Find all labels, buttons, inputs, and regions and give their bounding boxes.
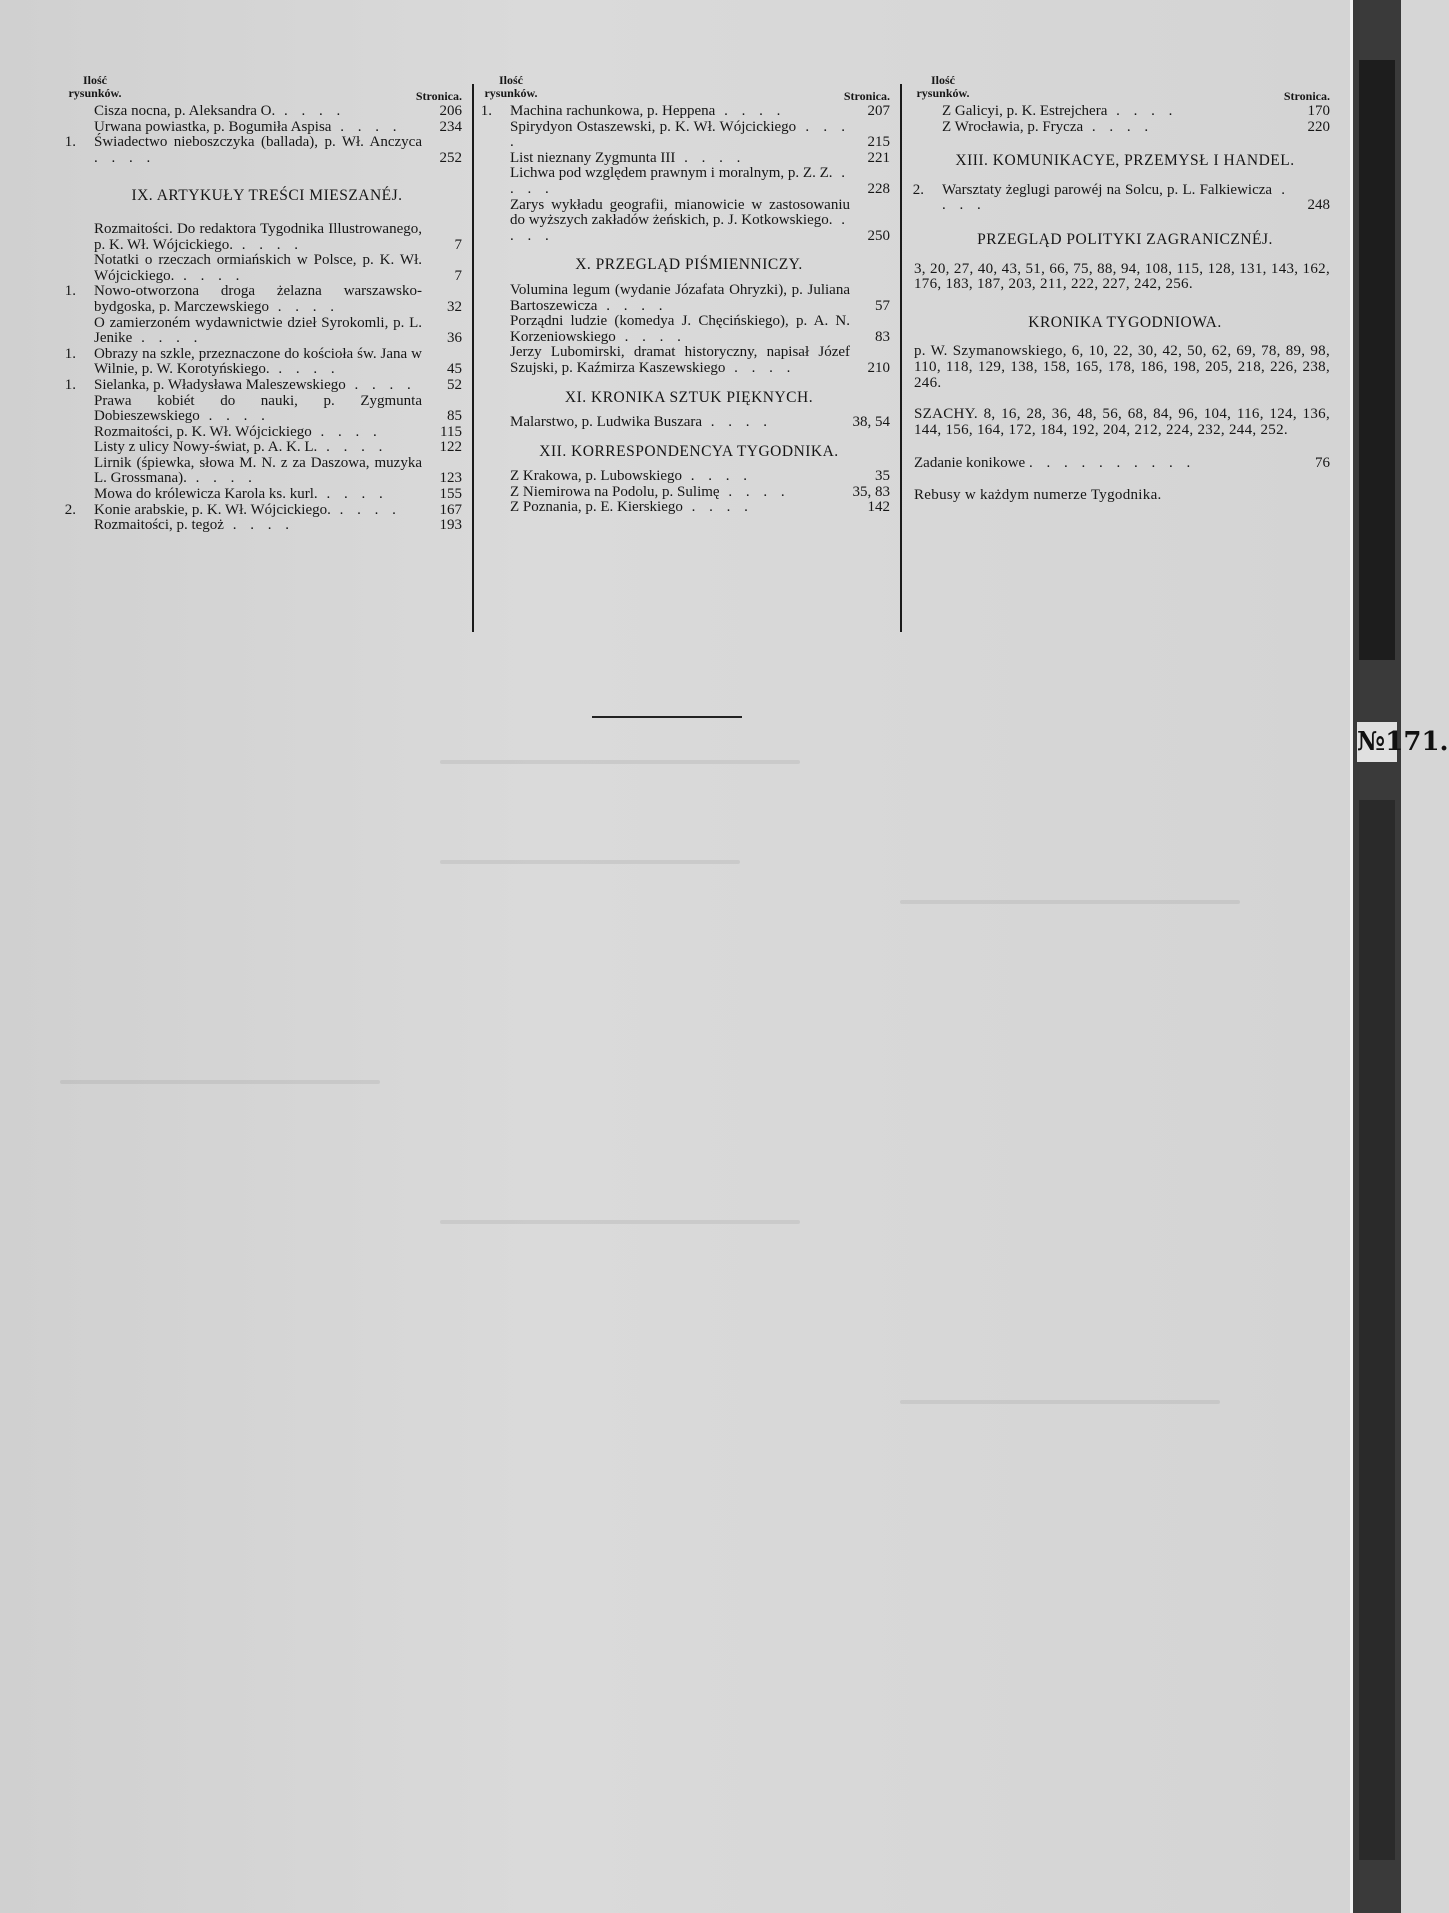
entry-list — [478, 283, 890, 377]
entry-text: Volumina legum (wydanie Józafata Ohryzki), p. Juliana Bartoszewicza — [510, 281, 850, 314]
index-entry: 1. Obrazy na szkle, przeznaczone do kościoła św. Jana w Wilnie, p. W. Korotyńskiego. . . . . 45 — [62, 347, 462, 378]
end-rule — [592, 716, 742, 718]
entry-text: Świadectwo nieboszczyka (ballada), p. Wł. Anczyca — [94, 134, 422, 151]
index-entry: Notatki o rzeczach ormiańskich w Polsce, p. K. Wł. Wójcickiego. . . . . 7 — [94, 252, 462, 284]
page-number: 57 — [875, 297, 890, 314]
index-entry: 2. Konie arabskie, p. K. Wł. Wójcickiego. . . . . 167 — [62, 503, 462, 519]
entry-text: Lirnik (śpiewka, słowa M. N. z za Daszowa, muzyka L. Grossmana). — [94, 454, 422, 487]
entry-list — [910, 183, 1330, 214]
entry-text: Mowa do królewicza Karola ks. kurl. — [94, 486, 318, 503]
page-number: 221 — [867, 149, 890, 166]
page-number: 215 — [867, 134, 890, 151]
page-number: 210 — [867, 359, 890, 376]
index-column-2 — [478, 74, 890, 516]
index-entry: Malarstwo, p. Ludwika Buszara . . . . 38, 54 — [510, 414, 890, 431]
page-number: 220 — [1307, 118, 1330, 135]
page-number: 7 — [454, 236, 462, 253]
page-number: 248 — [1307, 197, 1330, 214]
page-number: 207 — [867, 103, 890, 119]
polityka-pages: 3, 20, 27, 40, 43, 51, 66, 75, 88, 94, 108, 115, 128, 131, 143, 162, 176, 183, 187, 203, 211, 222, 227, 242, 256. — [914, 260, 1330, 293]
entry-text: Prawa kobiét do nauki, p. Zygmunta Dobieszewskiego — [94, 392, 422, 425]
index-entry: Lirnik (śpiewka, słowa M. N. z za Daszowa, muzyka L. Grossmana). . . . . 123 — [94, 454, 462, 487]
entry-text: Konie arabskie, p. K. Wł. Wójcickiego. — [94, 501, 331, 518]
page-number: 228 — [867, 180, 890, 197]
page-number: 167 — [439, 501, 462, 518]
page-number: 45 — [447, 361, 462, 378]
page-number: 35, 83 — [852, 483, 890, 500]
bleed-through — [900, 900, 1240, 904]
bleed-through — [440, 860, 740, 864]
entry-list — [478, 469, 890, 516]
index-entry: Urwana powiastka, p. Bogumiła Aspisa . . . . 234 — [94, 118, 462, 135]
index-entry: O zamierzoném wydawnictwie dzieł Syrokomli, p. L. Jenike . . . . 36 — [94, 314, 462, 347]
entry-text: Machina rachunkowa, p. Heppena — [510, 103, 716, 119]
entry-text: Z Niemirowa na Podolu, p. Sulimę — [510, 483, 720, 500]
drawing-count: 1. — [480, 103, 492, 119]
entry-text: List nieznany Zygmunta III — [510, 149, 676, 166]
entry-text: Z Poznania, p. E. Kierskiego — [510, 499, 683, 516]
entry-text: Z Galicyi, p. K. Estrejchera — [942, 103, 1108, 119]
index-entry: Porządni ludzie (komedya J. Chęcińskiego), p. A. N. Korzeniowskiego . . . . 83 — [510, 313, 890, 345]
bleed-through — [440, 760, 800, 764]
entry-text: Jerzy Lubomirski, dramat historyczny, napisał Józef Szujski, p. Kaźmirza Kaszewskiego — [510, 344, 850, 376]
page-number: 193 — [439, 517, 462, 534]
index-entry: Zarys wykładu geografii, mianowicie w zastosowaniu do wyższych zakładów żeńskich, p. J. Kotkowskiego. . . . . 250 — [510, 196, 890, 244]
page-number: 35 — [875, 468, 890, 485]
entry-text: Listy z ulicy Nowy-świat, p. A. K. L. — [94, 439, 318, 456]
column-header — [62, 74, 462, 104]
szachy-pages: SZACHY. 8, 16, 28, 36, 48, 56, 68, 84, 96, 104, 116, 124, 136, 144, 156, 164, 172, 184, 192, 204, 212, 224, 232, 244, 252. — [914, 406, 1330, 438]
section-heading: X. PRZEGLĄD PIŚMIENNICZY. — [575, 256, 803, 274]
index-entry: Z Wrocławia, p. Frycza . . . . 220 — [942, 118, 1330, 135]
page-number: 7 — [454, 267, 462, 284]
entry-text: Rozmaitości, p. tegoż — [94, 517, 224, 534]
entry-text: Porządni ludzie (komedya J. Chęcińskiego), p. A. N. Korzeniowskiego — [510, 313, 850, 345]
index-entry: 1. Machina rachunkowa, p. Heppena . . . . 207 — [478, 104, 890, 120]
drawing-count: 1. — [64, 345, 76, 362]
page-number: 115 — [440, 423, 462, 440]
index-entry: Jerzy Lubomirski, dramat historyczny, napisał Józef Szujski, p. Kaźmirza Kaszewskiego . . . . 210 — [510, 344, 890, 376]
page-number: 52 — [447, 376, 462, 393]
index-entry: Volumina legum (wydanie Józafata Ohryzki), p. Juliana Bartoszewicza . . . . 57 — [510, 281, 890, 314]
index-entry: 1. Nowo-otworzona droga żelazna warszawsko-bydgoska, p. Marczewskiego . . . . 32 — [62, 284, 462, 315]
index-entry: Z Galicyi, p. K. Estrejchera . . . . 170 — [942, 103, 1330, 119]
bleed-through — [440, 1220, 800, 1224]
page-number: 85 — [447, 408, 462, 425]
drawing-count: 2. — [912, 181, 924, 198]
page-number: 206 — [439, 103, 462, 119]
entry-text: Z Krakowa, p. Lubowskiego — [510, 468, 683, 485]
entry-text: Obrazy na szkle, przeznaczone do kościoła św. Jana w Wilnie, p. W. Korotyńskiego. — [94, 345, 422, 378]
page-number: 252 — [439, 149, 462, 166]
index-column-1 — [62, 74, 462, 534]
page-number: 83 — [875, 328, 890, 345]
drawing-count: 1. — [64, 134, 76, 151]
column-rule-right — [900, 84, 902, 632]
entry-list — [478, 415, 890, 431]
bleed-through — [900, 1400, 1220, 1404]
stronica-header: Stronica. — [415, 89, 462, 103]
entry-text: Rozmaitości, p. K. Wł. Wójcickiego — [94, 423, 312, 440]
page-number: 38, 54 — [852, 414, 890, 431]
section-heading: XII. KORRESPONDENCYA TYGODNIKA. — [539, 442, 839, 460]
page-number: 122 — [439, 439, 462, 456]
stronica-header: Stronica. — [843, 89, 890, 103]
index-entry: Rozmaitości, p. tegoż . . . . 193 — [94, 517, 462, 534]
kronika-pages: p. W. Szymanowskiego, 6, 10, 22, 30, 42, 50, 62, 69, 78, 89, 98, 110, 118, 129, 138, 158, 165, 178, 186, 198, 205, 218, 226, 238, 246. — [914, 343, 1330, 391]
column-header — [910, 74, 1330, 104]
page-number: 250 — [867, 227, 890, 244]
page-number: 36 — [447, 330, 462, 347]
page-number: 234 — [439, 118, 462, 135]
stronica-header: Stronica. — [1283, 89, 1330, 103]
entry-text: Malarstwo, p. Ludwika Buszara — [510, 414, 703, 431]
rebusy-note: Rebusy w każdym numerze Tygodnika. — [914, 486, 1162, 503]
index-entry: Lichwa pod względem prawnym i moralnym, p. Z. Z. . . . . 228 — [510, 165, 890, 197]
entry-list — [62, 222, 462, 534]
ilosc-header: Ilość rysunków. — [916, 73, 970, 100]
entry-list — [62, 104, 462, 166]
column-header — [478, 74, 890, 104]
index-entry: Mowa do królewicza Karola ks. kurl. . . . . 155 — [94, 486, 462, 503]
index-entry: Rozmaitości. Do redaktora Tygodnika Illustrowanego, p. K. Wł. Wójcickiego. . . . . 7 — [94, 220, 462, 253]
entry-text: Spirydyon Ostaszewski, p. K. Wł. Wójcickiego — [510, 118, 797, 135]
index-entry: Spirydyon Ostaszewski, p. K. Wł. Wójcickiego . . . . 215 — [510, 118, 890, 151]
page-number: 123 — [439, 470, 462, 487]
page-number: 142 — [867, 499, 890, 516]
issue-number: №171. — [1357, 722, 1397, 762]
zadanie-entry: Zadanie konikowe . . . . . . . . . . 76 — [914, 455, 1330, 472]
entry-list — [910, 104, 1330, 135]
entry-text: Nowo-otworzona droga żelazna warszawsko-bydgoska, p. Marczewskiego — [94, 283, 422, 315]
entry-text: Warsztaty żeglugi parowéj na Solcu, p. L. Falkiewicza — [942, 181, 1273, 198]
adjacent-page-edge — [1350, 0, 1449, 1913]
entry-text: Urwana powiastka, p. Bogumiła Aspisa — [94, 118, 332, 135]
index-entry: Prawa kobiét do nauki, p. Zygmunta Dobieszewskiego . . . . 85 — [94, 392, 462, 425]
entry-text: O zamierzoném wydawnictwie dzieł Syrokomli, p. L. Jenike — [94, 314, 422, 347]
entry-text: Zarys wykładu geografii, mianowicie w zastosowaniu do wyższych zakładów żeńskich, p. J. Kotkowskiego. — [510, 196, 850, 229]
index-entry: Cisza nocna, p. Aleksandra O. . . . . 206 — [94, 103, 462, 119]
entry-text: Notatki o rzeczach ormiańskich w Polsce, p. K. Wł. Wójcickiego. — [94, 252, 422, 284]
drawing-count: 2. — [64, 501, 76, 518]
page-number: 155 — [439, 486, 462, 503]
index-entry: Z Niemirowa na Podolu, p. Sulimę . . . . 35, 83 — [510, 483, 890, 500]
index-entry: 1. Świadectwo nieboszczyka (ballada), p. Wł. Anczyca . . . . 252 — [62, 135, 462, 166]
index-entry: Z Krakowa, p. Lubowskiego . . . . 35 — [510, 468, 890, 485]
entry-text: Sielanka, p. Władysława Maleszewskiego — [94, 376, 346, 393]
section-heading: PRZEGLĄD POLITYKI ZAGRANICZNÉJ. — [977, 230, 1273, 248]
ilosc-header: Ilość rysunków. — [68, 73, 122, 100]
page-number: 32 — [447, 298, 462, 315]
section-heading: XIII. KOMUNIKACYE, PRZEMYSŁ I HANDEL. — [955, 152, 1295, 170]
entry-text: Cisza nocna, p. Aleksandra O. — [94, 103, 276, 119]
index-entry: List nieznany Zygmunta III . . . . 221 — [510, 149, 890, 166]
entry-text: Rozmaitości. Do redaktora Tygodnika Illustrowanego, p. K. Wł. Wójcickiego. — [94, 220, 422, 253]
entry-text: Zadanie konikowe — [914, 455, 1026, 472]
column-rule-left — [472, 84, 474, 632]
section-heading: XI. KRONIKA SZTUK PIĘKNYCH. — [564, 388, 814, 406]
index-entry: 2. Warsztaty żeglugi parowéj na Solcu, p. L. Falkiewicza . . . . 248 — [910, 183, 1330, 214]
index-entry: Rozmaitości, p. K. Wł. Wójcickiego . . . . 115 — [94, 423, 462, 440]
entry-text: Lichwa pod względem prawnym i moralnym, p. Z. Z. — [510, 165, 833, 182]
drawing-count: 1. — [64, 283, 76, 300]
index-entry: 1. Sielanka, p. Władysława Maleszewskiego . . . . 52 — [62, 378, 462, 394]
section-heading: IX. ARTYKUŁY TREŚCI MIESZANÉJ. — [131, 187, 403, 205]
entry-text: Z Wrocławia, p. Frycza — [942, 118, 1084, 135]
index-column-3 — [910, 74, 1330, 504]
entry-list — [478, 104, 890, 244]
section-heading: KRONIKA TYGODNIOWA. — [1028, 313, 1222, 331]
bleed-through — [60, 1080, 380, 1084]
page-number: 76 — [1315, 455, 1330, 472]
drawing-count: 1. — [64, 376, 76, 393]
ilosc-header: Ilość rysunków. — [484, 73, 538, 100]
index-entry: Z Poznania, p. E. Kierskiego . . . . 142 — [510, 499, 890, 516]
index-entry: Listy z ulicy Nowy-świat, p. A. K. L. . . . . 122 — [94, 439, 462, 456]
page-number: 170 — [1307, 103, 1330, 119]
